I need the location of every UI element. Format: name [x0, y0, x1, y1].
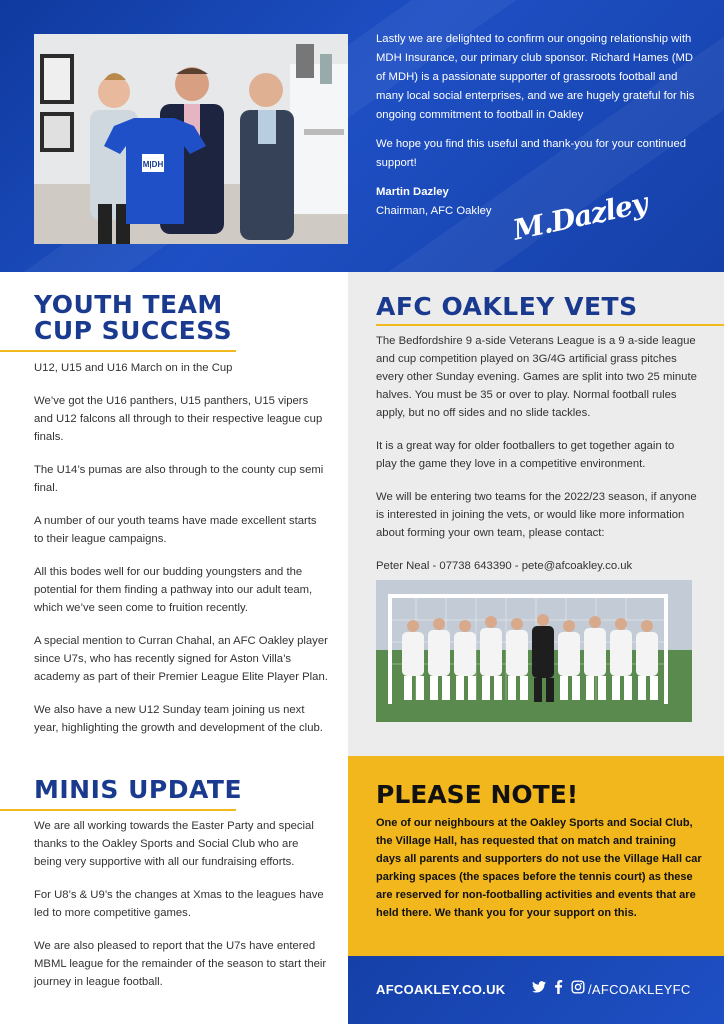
- youth-paragraph: We’ve got the U16 panthers, U15 panthers, U15 vipers and U12 falcons all through to their respective league cup finals.: [34, 395, 323, 443]
- minis-title: MINIS UPDATE: [34, 775, 243, 804]
- minis-paragraph: For U8’s & U9’s the changes at Xmas to the leagues have led to more competitive games.: [34, 889, 324, 919]
- footer-bar: [348, 956, 724, 1024]
- sponsor-banner: [0, 0, 724, 272]
- minis-paragraph: We are all working towards the Easter Party and special thanks to the Oakley Sports and Social Club who are being very supportive with all our fundraising efforts.: [34, 820, 314, 868]
- signatory-title: Chairman, AFC Oakley: [376, 205, 492, 217]
- social-icons: [532, 980, 585, 994]
- sponsor-photo: [34, 34, 348, 244]
- youth-heading: [34, 292, 232, 344]
- youth-heading-rule: [0, 350, 236, 352]
- thank-you-paragraph: We hope you find this useful and thank-you for your continued support!: [376, 138, 687, 169]
- vets-team-photo: [376, 580, 692, 722]
- youth-paragraph: A number of our youth teams have made excellent starts to their league campaigns.: [34, 515, 317, 545]
- please-note-text: One of our neighbours at the Oakley Sports and Social Club, the Village Hall, has requested that on match and training days all parents and supporters do not use the Village Hall car parking spaces (the spaces before the tennis court) as these are reserved for non-footballing activities and events that are held there. We thank you for your support on this.: [376, 817, 702, 919]
- vets-paragraph: The Bedfordshire 9 a-side Veterans League is a 9 a-side league and cup competition played on 3G/4G artificial grass pitches every other Sunday evening. Games are split into two 25 minute halves. You must be 35 or over to play. Normal football rules apply, but no off sides and no slide tackles.: [376, 335, 697, 419]
- vets-paragraph: We will be entering two teams for the 2022/23 season, if anyone is interested in joining the vets, or would like more information about forming your own team, please contact:: [376, 491, 697, 539]
- sponsor-photo-illustration: [34, 34, 348, 244]
- vets-section: [348, 272, 724, 756]
- shirt-sponsor-text: M|DH: [142, 160, 164, 169]
- vets-contact: Peter Neal - 07738 643390 - pete@afcoakley.co.uk: [376, 560, 633, 572]
- youth-paragraph: We also have a new U12 Sunday team joining us next year, highlighting the growth and development of the club.: [34, 704, 323, 734]
- vets-heading-rule: [376, 324, 724, 326]
- twitter-icon[interactable]: [532, 981, 546, 993]
- handwritten-signature: M.Dazley: [510, 186, 650, 247]
- youth-paragraph: The U14’s pumas are also through to the county cup semi final.: [34, 464, 324, 494]
- vets-paragraph: It is a great way for older footballers to get together again to play the game they love in a competitive environment.: [376, 440, 675, 470]
- please-note-section: [348, 756, 724, 956]
- youth-title-line2: CUP SUCCESS: [34, 316, 233, 345]
- vets-team-illustration: [376, 580, 692, 722]
- minis-body: [34, 817, 328, 1006]
- sponsor-text: [376, 30, 696, 221]
- youth-body: [34, 359, 328, 752]
- social-handle[interactable]: /AFCOAKLEYFC: [588, 982, 691, 997]
- sponsor-paragraph: Lastly we are delighted to confirm our ongoing relationship with MDH Insurance, our primary club sponsor. Richard Hames (MD of MDH) is a passionate supporter of grassroots football and many local social enterprises, and we are hugely grateful for his ongoing commitment to football in Oakley: [376, 33, 695, 121]
- facebook-icon[interactable]: [554, 980, 563, 994]
- minis-heading-rule: [0, 809, 236, 811]
- minis-paragraph: We are also pleased to report that the U7s have entered MBML league for the remainder of the season to start their journey in league football.: [34, 940, 327, 988]
- left-column: [0, 272, 348, 1024]
- signatory-name: Martin Dazley: [376, 186, 449, 198]
- vets-body: [376, 332, 698, 590]
- instagram-icon[interactable]: [571, 980, 585, 994]
- please-note-title: PLEASE NOTE!: [376, 780, 579, 809]
- youth-paragraph: U12, U15 and U16 March on in the Cup: [34, 362, 233, 374]
- youth-title-line1: YOUTH TEAM: [34, 290, 223, 319]
- vets-title: AFC OAKLEY VETS: [376, 292, 638, 321]
- website-link[interactable]: AFCOAKLEY.CO.UK: [376, 982, 506, 997]
- youth-paragraph: A special mention to Curran Chahal, an AFC Oakley player since U7s, who has recently signed for Aston Villa’s academy as part of their Premier League Elite Player Plan.: [34, 635, 328, 683]
- youth-paragraph: All this bodes well for our budding youngsters and the potential for them finding a pathway into our adult team, which we’ve seen come to fruition recently.: [34, 566, 313, 614]
